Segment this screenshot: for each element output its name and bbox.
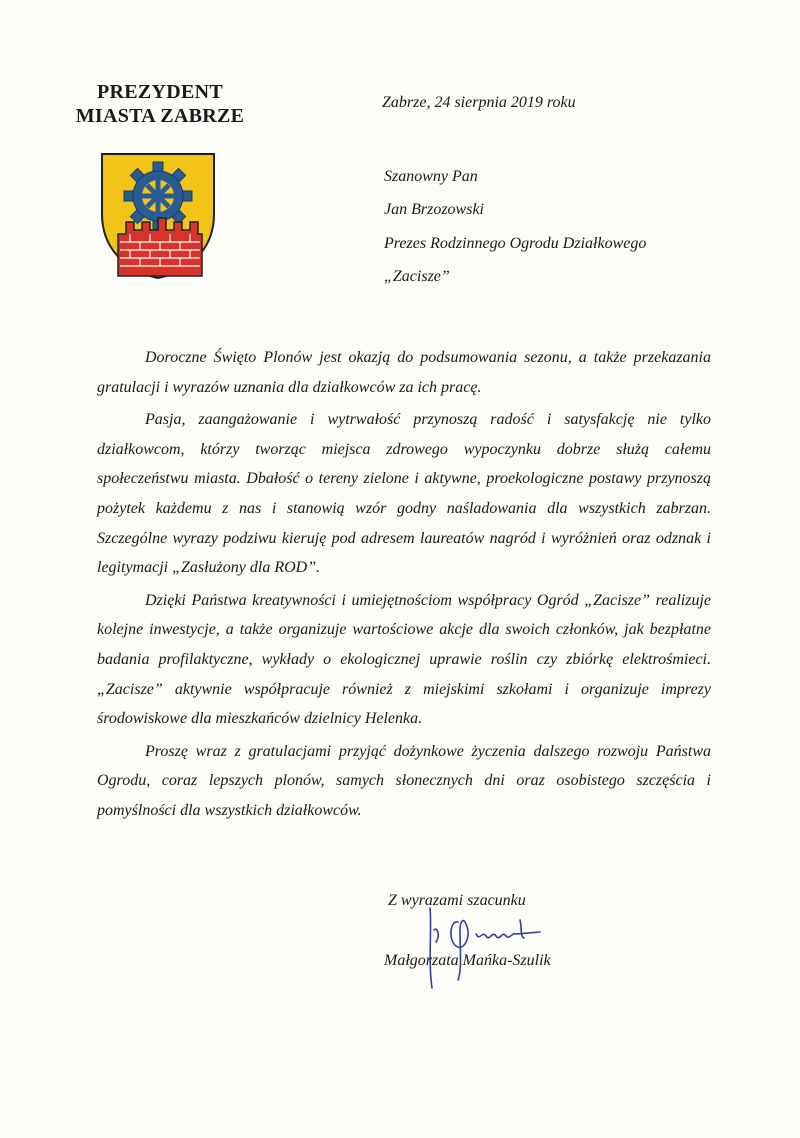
coat-of-arms-icon bbox=[100, 152, 216, 280]
letterhead-line-1: PREZYDENT bbox=[96, 81, 224, 103]
closing-line: Z wyrazami szacunku bbox=[388, 892, 526, 909]
paragraph: Doroczne Święto Plonów jest okazją do podsumowania sezonu, a także przekazania gratulacji i wyrazów uznania dla działkowców za ich pracę. bbox=[97, 349, 711, 396]
signature-icon bbox=[420, 900, 570, 995]
letterhead-line-2: MIASTA ZABRZE bbox=[75, 105, 245, 127]
paragraph: Dzięki Państwa kreatywności i umiejętnościom współpracy Ogród „Zacisze” realizuje kolejne inwestycje, a także organizuje wartościowe akcje dla swoich członków, jak bezpłatne badania profilaktyczne, wykłady o ekologicznej uprawie roślin czy zbiórkę elektrośmieci. „Zacisze” aktywnie współpracuje również z miejskimi szkołami i organizuje imprezy środowiskowe dla mieszkańców dzielnicy Helenka. bbox=[97, 591, 711, 728]
letter-date: Zabrze, 24 sierpnia 2019 roku bbox=[382, 94, 576, 111]
recipient-name: Jan Brzozowski bbox=[384, 201, 484, 219]
letter-body bbox=[97, 343, 711, 829]
paragraph: Pasja, zaangażowanie i wytrwałość przynoszą radość i satysfakcję nie tylko działkowcom, którzy tworząc miejsca zdrowego wypoczynku dobrze służą całemu społeczeństwu miasta. Dbałość o tereny zielone i aktywne, proekologiczne postawy przynoszą pożytek każdemu z nas i stanowią wzór godny naśladowania dla wszystkich zabrzan. Szczególne wyrazy podziwu kieruję pod adresem laureatów nagród i wyróżnień oraz odznak i legitymacji „Zasłużony dla ROD”. bbox=[97, 411, 711, 577]
paragraph: Proszę wraz z gratulacjami przyjąć dożynkowe życzenia dalszego rozwoju Państwa Ogrodu, coraz lepszych plonów, samych słonecznych dni oraz osobistego szczęścia i pomyślności dla wszystkich działkowców. bbox=[97, 742, 711, 819]
recipient-garden: „Zacisze” bbox=[384, 267, 450, 285]
signer-name: Małgorzata Mańka-Szulik bbox=[384, 952, 551, 969]
letterhead bbox=[40, 80, 280, 128]
recipient-block bbox=[384, 160, 646, 293]
recipient-salutation: Szanowny Pan bbox=[384, 168, 478, 185]
recipient-title: Prezes Rodzinnego Ogrodu Działkowego bbox=[384, 234, 647, 252]
